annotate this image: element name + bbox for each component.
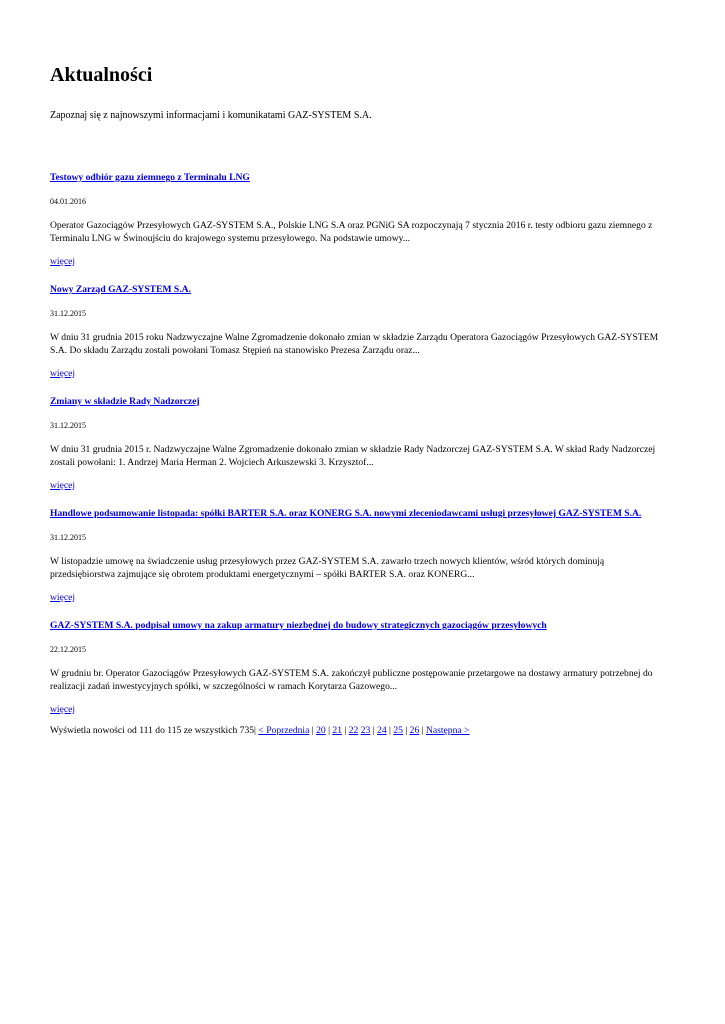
article-date: 31.12.2015	[50, 309, 86, 318]
article-title-link[interactable]: Zmiany w składzie Rady Nadzorczej	[50, 396, 200, 407]
article-summary: Operator Gazociągów Przesyłowych GAZ-SYSTEM S.A., Polskie LNG S.A oraz PGNiG SA rozpoczynają 7 stycznia 2016 r. testy odbioru gazu ziemnego z Terminalu LNG w Świnoujściu do krajowego systemu przesyłowego. Na podstawie umowy...	[50, 220, 653, 244]
article-more-link[interactable]: więcej	[50, 368, 76, 379]
pagination-separator: |	[325, 725, 333, 736]
page-title: Aktualności	[50, 64, 153, 86]
pagination-summary: Wyświetla nowości od 111 do 115 ze wszystkich 735|	[50, 725, 256, 736]
pagination-separator: |	[386, 725, 394, 736]
pagination-separator: |	[370, 725, 378, 736]
article-title-link[interactable]: Handlowe podsumowanie listopada: spółki BARTER S.A. oraz KONERG S.A. nowymi zleceniodawcami usługi przesyłowej GAZ-SYSTEM S.A.	[50, 508, 642, 519]
pagination-page-link[interactable]: 21	[332, 725, 342, 736]
pagination-next-link[interactable]: Następna >	[425, 725, 470, 736]
article-item	[50, 615, 675, 717]
pagination-separator: |	[402, 725, 410, 736]
article-date: 22.12.2015	[50, 645, 86, 654]
article-item	[50, 167, 675, 269]
article-more-link[interactable]: więcej	[50, 256, 76, 267]
pagination-page-link[interactable]: 20	[316, 725, 326, 736]
pagination	[50, 724, 675, 737]
article-item	[50, 391, 675, 493]
pagination-page-link[interactable]: 24	[377, 725, 387, 736]
article-title-link[interactable]: GAZ-SYSTEM S.A. podpisał umowy na zakup armatury niezbędnej do budowy strategicznych gazociągów przesyłowych	[50, 620, 547, 631]
pagination-page-link[interactable]: 22	[348, 725, 359, 736]
page-intro: Zapoznaj się z najnowszymi informacjami i komunikatami GAZ-SYSTEM S.A.	[50, 110, 372, 121]
article-more-link[interactable]: więcej	[50, 480, 76, 491]
article-summary: W listopadzie umowę na świadczenie usług przesyłowych przez GAZ-SYSTEM S.A. zawarło trzech nowych klientów, wśród których dominują przedsiębiorstwa zajmujące się obrotem produktami energetycznymi – spółki BARTER S.A. oraz KONERG...	[50, 556, 605, 580]
article-list	[50, 167, 675, 717]
article-title-link[interactable]: Testowy odbiór gazu ziemnego z Terminalu LNG	[50, 172, 250, 183]
pagination-separator: |	[419, 725, 426, 736]
article-summary: W grudniu br. Operator Gazociągów Przesyłowych GAZ-SYSTEM S.A. zakończył publiczne postępowanie przetargowe na dostawy armatury potrzebnej do realizacji zadań inwestycyjnych spółki, w szczególności w ramach Korytarza Gazowego...	[50, 668, 653, 692]
article-date: 31.12.2015	[50, 533, 86, 542]
pagination-page-link[interactable]: 25	[393, 725, 403, 736]
article-item	[50, 503, 675, 605]
article-date: 04.01.2016	[50, 197, 86, 206]
article-more-link[interactable]: więcej	[50, 592, 76, 603]
article-summary: W dniu 31 grudnia 2015 r. Nadzwyczajne Walne Zgromadzenie dokonało zmian w składzie Rady Nadzorczej GAZ-SYSTEM S.A. W skład Rady Nadzorczej zostali powołani: 1. Andrzej Maria Herman 2. Wojciech Arkuszewski 3. Krzysztof...	[50, 444, 656, 468]
pagination-page-link[interactable]: 23	[360, 725, 371, 736]
pagination-separator: |	[309, 725, 317, 736]
article-item	[50, 279, 675, 381]
article-more-link[interactable]: więcej	[50, 704, 76, 715]
article-date: 31.12.2015	[50, 421, 86, 430]
pagination-separator: |	[341, 725, 349, 736]
article-summary: W dniu 31 grudnia 2015 roku Nadzwyczajne Walne Zgromadzenie dokonało zmian w składzie Zarządu Operatora Gazociągów Przesyłowych GAZ-SYSTEM S.A. Do składu Zarządu zostali powołani Tomasz Stępień na stanowisko Prezesa Zarządu oraz...	[50, 332, 659, 356]
article-title-link[interactable]: Nowy Zarząd GAZ-SYSTEM S.A.	[50, 284, 191, 295]
pagination-prev-link[interactable]: < Poprzednia	[258, 725, 310, 736]
pagination-page-link[interactable]: 26	[409, 725, 420, 736]
